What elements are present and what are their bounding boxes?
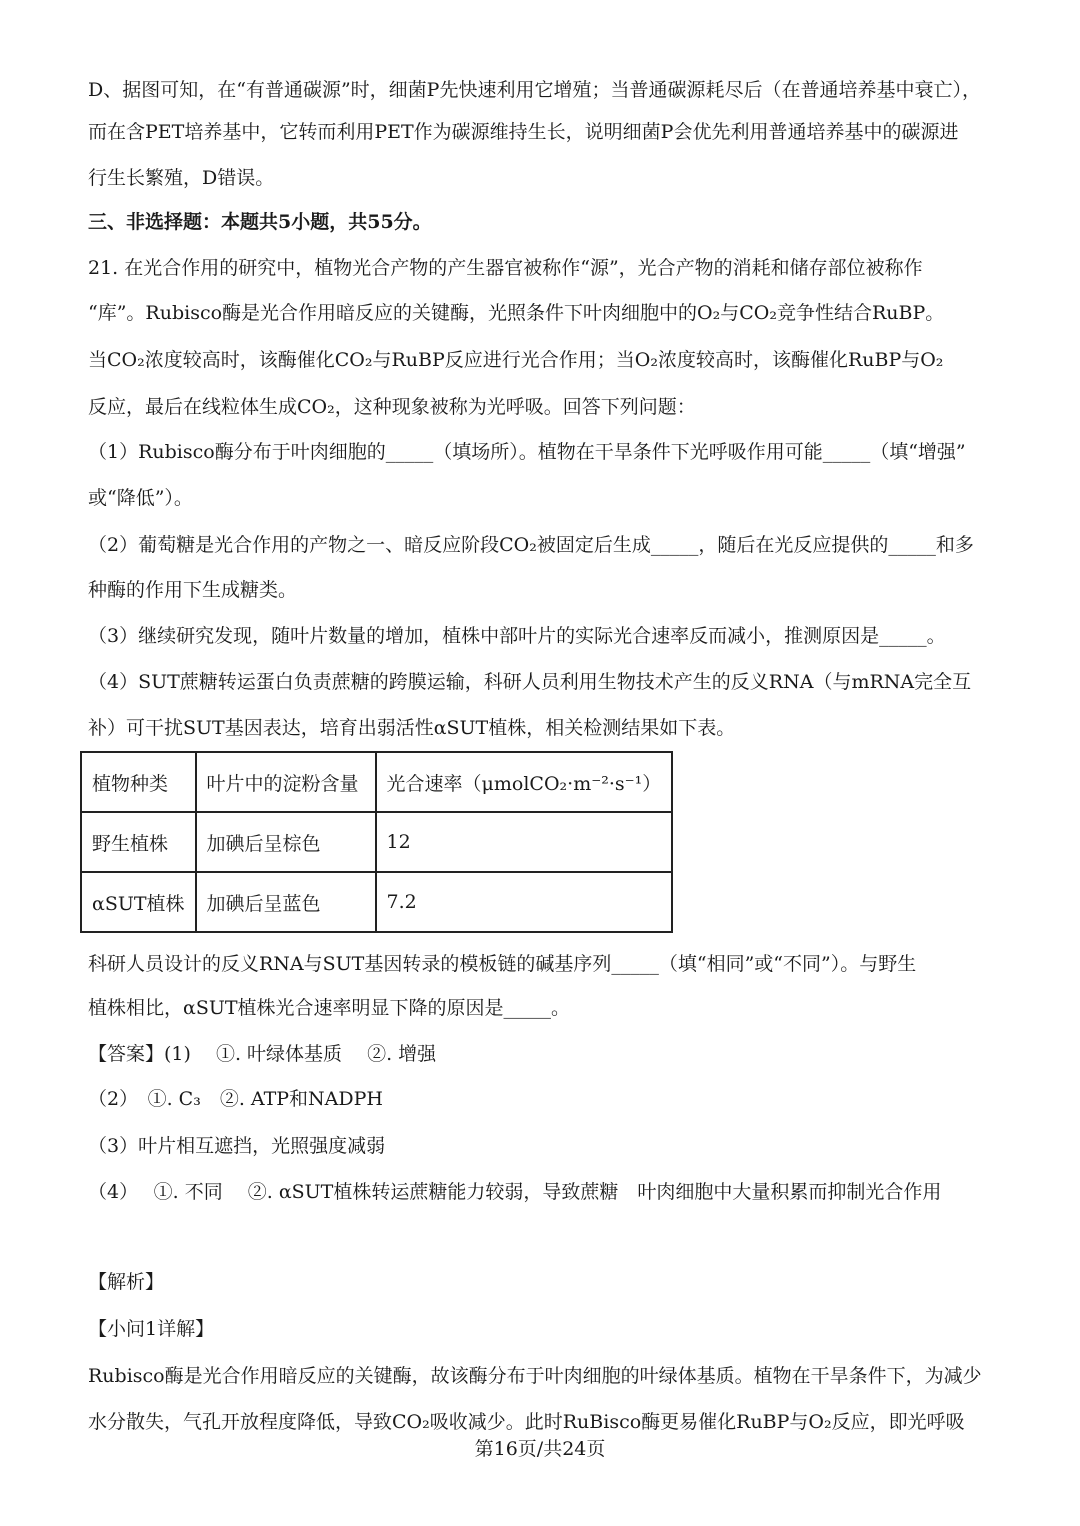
question-4-line3: 科研人员设计的反义RNA与SUT基因转录的模板链的碱基序列_____（填“相同”或“不同”）。与野生 [88,953,917,975]
question-21-line1: 21. 在光合作用的研究中，植物光合产物的产生器官被称作“源”，光合产物的消耗和储存部位被称作 [88,257,923,279]
table-row [81,872,672,932]
page-number: 第16页/共24页 [474,1438,606,1460]
answer-2: （2） ①. C₃ ②. ATP和NADPH [88,1088,383,1110]
paragraph-d-line3: 行生长繁殖，D错误。 [88,167,275,189]
section-heading: 三、非选择题：本题共5小题，共55分。 [88,211,432,233]
results-table [80,751,673,933]
table-header: 植物种类 [81,752,196,812]
table-row [81,812,672,872]
question-4-line1: （4）SUT蔗糖转运蛋白负责蔗糖的跨膜运输，科研人员利用生物技术产生的反义RNA（与mRNA完全互 [88,671,972,693]
answer-3: （3）叶片相互遮挡，光照强度减弱 [88,1135,386,1157]
question-2-line1: （2）葡萄糖是光合作用的产物之一、暗反应阶段CO₂被固定后生成_____，随后在光反应提供的_____和多 [88,534,974,556]
question-21-line4: 反应，最后在线粒体生成CO₂，这种现象被称为光呼吸。回答下列问题： [88,396,696,418]
answer-4: （4） ①. 不同 ②. αSUT植株转运蔗糖能力较弱，导致蔗糖 叶肉细胞中大量积累而抑制光合作用 [88,1181,942,1203]
question-1-line1: （1）Rubisco酶分布于叶肉细胞的_____（填场所）。植物在干旱条件下光呼吸作用可能_____（填“增强” [88,441,966,463]
table-cell: 7.2 [376,872,673,932]
question-4-line2: 补）可干扰SUT基因表达，培育出弱活性αSUT植株，相关检测结果如下表。 [88,717,736,739]
question-21-line3: 当CO₂浓度较高时，该酶催化CO₂与RuBP反应进行光合作用；当O₂浓度较高时，该酶催化RuBP与O₂ [88,349,944,371]
question-3: （3）继续研究发现，随叶片数量的增加，植株中部叶片的实际光合速率反而减小，推测原因是_____。 [88,625,946,647]
question-2-line2: 种酶的作用下生成糖类。 [88,579,298,601]
sub-question-heading: 【小问1详解】 [88,1318,215,1340]
question-4-line4: 植株相比，αSUT植株光合速率明显下降的原因是_____。 [88,997,571,1019]
question-1-line2: 或“降低”）。 [88,487,193,509]
table-header-row [81,752,672,812]
table-cell: 12 [376,812,673,872]
answer-1: 【答案】(1) ①. 叶绿体基质 ②. 增强 [88,1043,437,1065]
table-cell: 加碘后呈蓝色 [196,872,376,932]
question-21-line2: “库”。Rubisco酶是光合作用暗反应的关键酶，光照条件下叶肉细胞中的O₂与CO₂竞争性结合RuBP。 [88,302,945,324]
table-header: 光合速率（μmolCO₂·m⁻²·s⁻¹） [376,752,673,812]
analysis-heading: 【解析】 [88,1271,165,1293]
table-header: 叶片中的淀粉含量 [196,752,376,812]
paragraph-d-line2: 而在含PET培养基中，它转而利用PET作为碳源维持生长，说明细菌P会优先利用普通培养基中的碳源进 [88,121,959,143]
explanation-line2: 水分散失，气孔开放程度降低，导致CO₂吸收减少。此时RuBisco酶更易催化RuBP与O₂反应，即光呼吸 [88,1411,965,1433]
table-cell: 野生植株 [81,812,196,872]
table-cell: αSUT植株 [81,872,196,932]
paragraph-d-line1: D、据图可知，在“有普通碳源”时，细菌P先快速利用它增殖；当普通碳源耗尽后（在普通培养基中衰亡）， [88,79,981,101]
table-cell: 加碘后呈棕色 [196,812,376,872]
explanation-line1: Rubisco酶是光合作用暗反应的关键酶，故该酶分布于叶肉细胞的叶绿体基质。植物在干旱条件下，为减少 [88,1365,982,1387]
